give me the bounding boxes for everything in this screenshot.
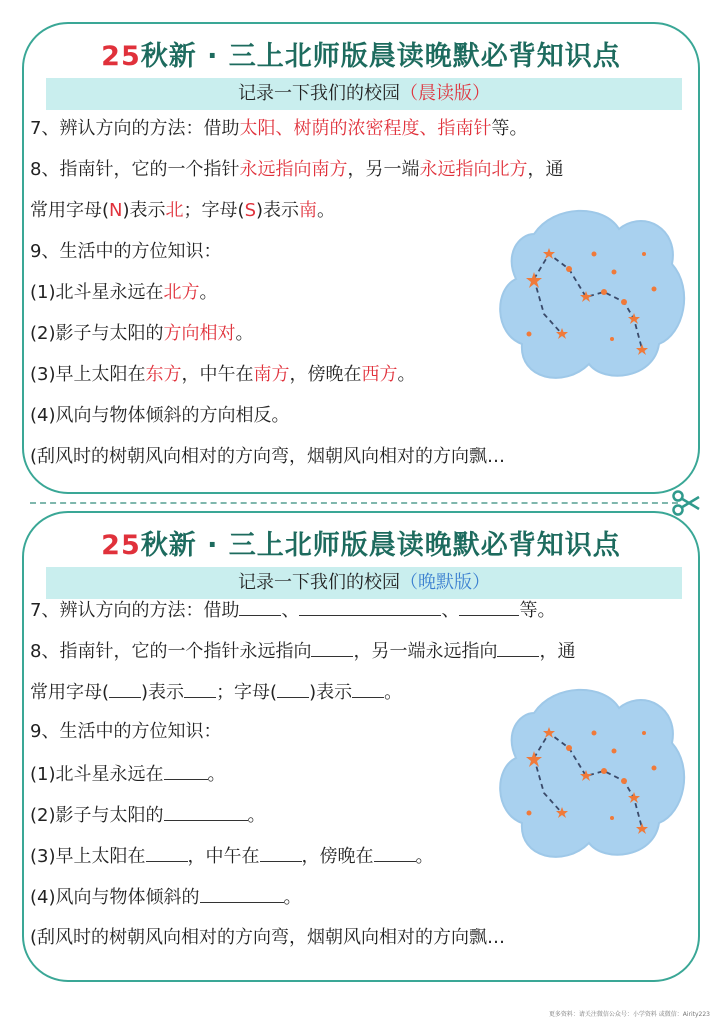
answer: 南方 [253,364,290,385]
blank-field[interactable] [260,842,302,862]
section-subtitle [46,567,682,599]
text: )表示 [309,682,353,703]
subtitle-main: 记录一下我们的校园 [238,572,400,593]
text: ，中午在 [181,364,254,385]
text: )表示 [122,200,166,221]
answer: 北 [165,200,184,221]
blank-field[interactable] [352,678,384,698]
item-9-4: (4)风向与物体倾斜的方向相反。 [30,405,290,426]
blank-field[interactable] [497,637,539,657]
constellation-cloud-icon [494,194,694,394]
subtitle-tag: （晚默版） [400,572,490,593]
blank-field[interactable] [239,596,281,616]
title-number: 25 [101,530,141,561]
text: (2)影子与太阳的 [30,805,164,826]
text: ，另一端 [347,159,420,180]
answer: S [244,200,256,221]
text: ；字母( [216,682,278,703]
page-title [24,34,698,73]
scissors-icon [672,490,702,516]
section-subtitle [46,78,682,110]
text: 。 [207,764,226,785]
footer-note: 更多资料：请关注微信公众号：小学资料 或微信：Airity223 [548,1011,710,1018]
item-7 [30,596,684,624]
text: 、 [281,600,300,621]
text: ，中午在 [187,846,260,867]
text: 。 [199,282,218,303]
text: 。 [397,364,416,385]
answer: N [109,200,123,221]
blank-field[interactable] [299,596,441,616]
blank-field[interactable] [146,842,188,862]
text: 等。 [519,600,556,621]
item-9: 9、生活中的方位知识： [30,241,222,262]
text: 。 [415,846,434,867]
title-text: 秋新 · 三上北师版晨读晚默必背知识点 [140,41,621,72]
text: )表示 [141,682,185,703]
text: (1)北斗星永远在 [30,764,164,785]
item-9-note: (刮风时的树朝风向相对的方向弯，烟朝风向相对的方向飘… [30,446,506,467]
title-number: 25 [101,41,141,72]
text: 、 [441,600,460,621]
blank-field[interactable] [109,678,141,698]
text: 8、指南针，它的一个指针永远指向 [30,641,312,662]
item-8 [30,157,684,183]
text: (3)早上太阳在 [30,846,146,867]
text: )表示 [256,200,300,221]
text: ，通 [539,641,576,662]
item-9-note: (刮风时的树朝风向相对的方向弯，烟朝风向相对的方向飘… [30,927,506,948]
answer: 北方 [163,282,200,303]
item-9: 9、生活中的方位知识： [30,721,222,742]
text: ，通 [527,159,564,180]
text: (4)风向与物体倾斜的 [30,887,200,908]
subtitle-main: 记录一下我们的校园 [238,83,400,104]
text: 7、辨认方向的方法：借助 [30,118,240,139]
text: 。 [235,323,254,344]
text: 。 [384,682,403,703]
item-9-4 [30,883,684,911]
text: ；字母( [183,200,245,221]
text: (1)北斗星永远在 [30,282,164,303]
blank-field[interactable] [164,801,248,821]
card-morning-reading [22,22,700,494]
answer: 西方 [361,364,398,385]
constellation-cloud-icon [494,673,694,873]
text: 。 [283,887,302,908]
text: 常用字母( [30,682,110,703]
cut-line [30,502,678,504]
text: 。 [247,805,266,826]
answer: 永远指向北方 [419,159,528,180]
text: ，傍晚在 [301,846,374,867]
blank-field[interactable] [374,842,416,862]
answer: 南 [299,200,318,221]
answer: 太阳、树荫的浓密程度、指南针 [239,118,492,139]
title-text: 秋新 · 三上北师版晨读晚默必背知识点 [140,530,621,561]
blank-field[interactable] [459,596,519,616]
blank-field[interactable] [184,678,216,698]
card-evening-recitation [22,511,700,982]
text: 8、指南针，它的一个指针 [30,159,240,180]
blank-field[interactable] [311,637,353,657]
answer: 永远指向南方 [239,159,348,180]
text: (2)影子与太阳的 [30,323,164,344]
blank-field[interactable] [164,760,208,780]
text: 7、辨认方向的方法：借助 [30,600,240,621]
blank-field[interactable] [200,883,284,903]
subtitle-tag: （晨读版） [400,83,490,104]
text: 常用字母( [30,200,110,221]
text: ，另一端永远指向 [353,641,498,662]
text: 。 [317,200,336,221]
item-7 [30,116,684,142]
text: 等。 [491,118,528,139]
text: (3)早上太阳在 [30,364,146,385]
answer: 东方 [145,364,182,385]
item-8 [30,637,684,665]
answer: 方向相对 [163,323,236,344]
blank-field[interactable] [277,678,309,698]
page-title [24,523,698,562]
text: ，傍晚在 [289,364,362,385]
